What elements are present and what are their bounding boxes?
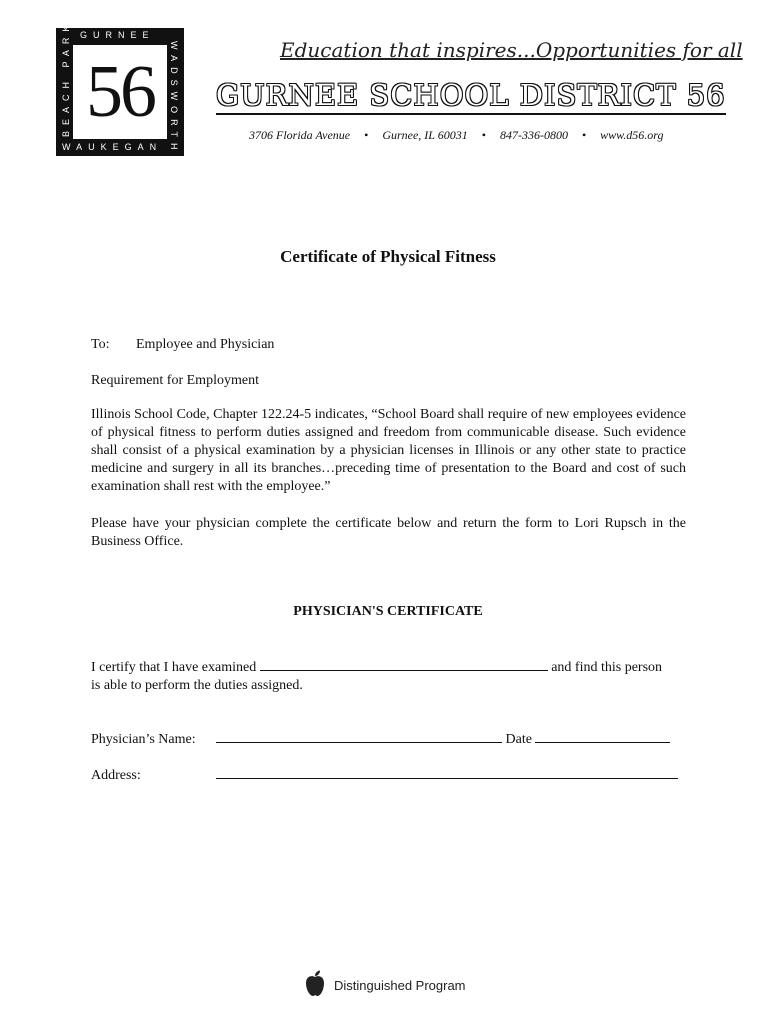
- date-field[interactable]: [535, 730, 670, 743]
- certificate-title: PHYSICIAN'S CERTIFICATE: [293, 604, 483, 619]
- certify-statement: [91, 658, 686, 695]
- address-field[interactable]: [216, 766, 678, 779]
- examined-name-field[interactable]: [260, 658, 548, 671]
- date-label: Date: [505, 732, 532, 747]
- requirement-text: Requirement for Employment: [91, 373, 259, 388]
- contact-line: [249, 128, 664, 143]
- program-label: Distinguished Program: [334, 978, 466, 993]
- logo-number: 56: [86, 51, 154, 133]
- address-row: [91, 766, 686, 785]
- physician-name-label: Physician’s Name:: [91, 732, 196, 747]
- certify-before: I certify that I have examined: [91, 660, 257, 675]
- apple-icon: [304, 970, 326, 998]
- district-name: GURNEE SCHOOL DISTRICT 56: [216, 78, 726, 115]
- logo-bottom-text: WAUKEGAN: [62, 142, 163, 152]
- city-text: Gurnee, IL 60031: [382, 128, 468, 142]
- separator: •: [364, 128, 369, 142]
- separator: •: [581, 128, 587, 142]
- logo-left-text: BEACH PARK: [61, 19, 71, 137]
- phone-text: 847-336-0800: [499, 128, 568, 142]
- to-value: Employee and Physician: [136, 337, 275, 352]
- separator: •: [481, 128, 486, 142]
- physician-name-row: [91, 730, 686, 749]
- code-paragraph: Illinois School Code, Chapter 122.24-5 indicates, “School Board shall require of new employees evidence of physical fitness to perform duties assigned and freedom from communicable disease. Such evidence shall consist of a physical examination by a physician licenses in Illinois or any other state to practice medicine and surgery in all its branches…preceding time of presentation to the Board and cost of such examination shall rest with the employee.”: [91, 407, 686, 494]
- logo-right-text: WADSWORTH: [169, 41, 179, 156]
- certify-after: and find this person: [551, 660, 663, 675]
- to-line: [91, 336, 686, 354]
- address-label: Address:: [91, 768, 141, 783]
- tagline: Education that inspires...Opportunities for all: [280, 38, 743, 62]
- instruction-paragraph: Please have your physician complete the certificate below and return the form to Lori Rupsch in the Business Office.: [91, 516, 686, 549]
- document-title: Certificate of Physical Fitness: [280, 247, 496, 266]
- website-link[interactable]: www.d56.org: [600, 128, 664, 142]
- physician-name-field[interactable]: [216, 730, 502, 743]
- logo-top-text: GURNEE: [80, 30, 155, 40]
- to-label: To:: [91, 337, 110, 352]
- address-text: 3706 Florida Avenue: [249, 128, 351, 142]
- footer-badge: [304, 970, 484, 1000]
- district-logo: [56, 19, 184, 156]
- certify-line2: is able to perform the duties assigned.: [91, 678, 303, 693]
